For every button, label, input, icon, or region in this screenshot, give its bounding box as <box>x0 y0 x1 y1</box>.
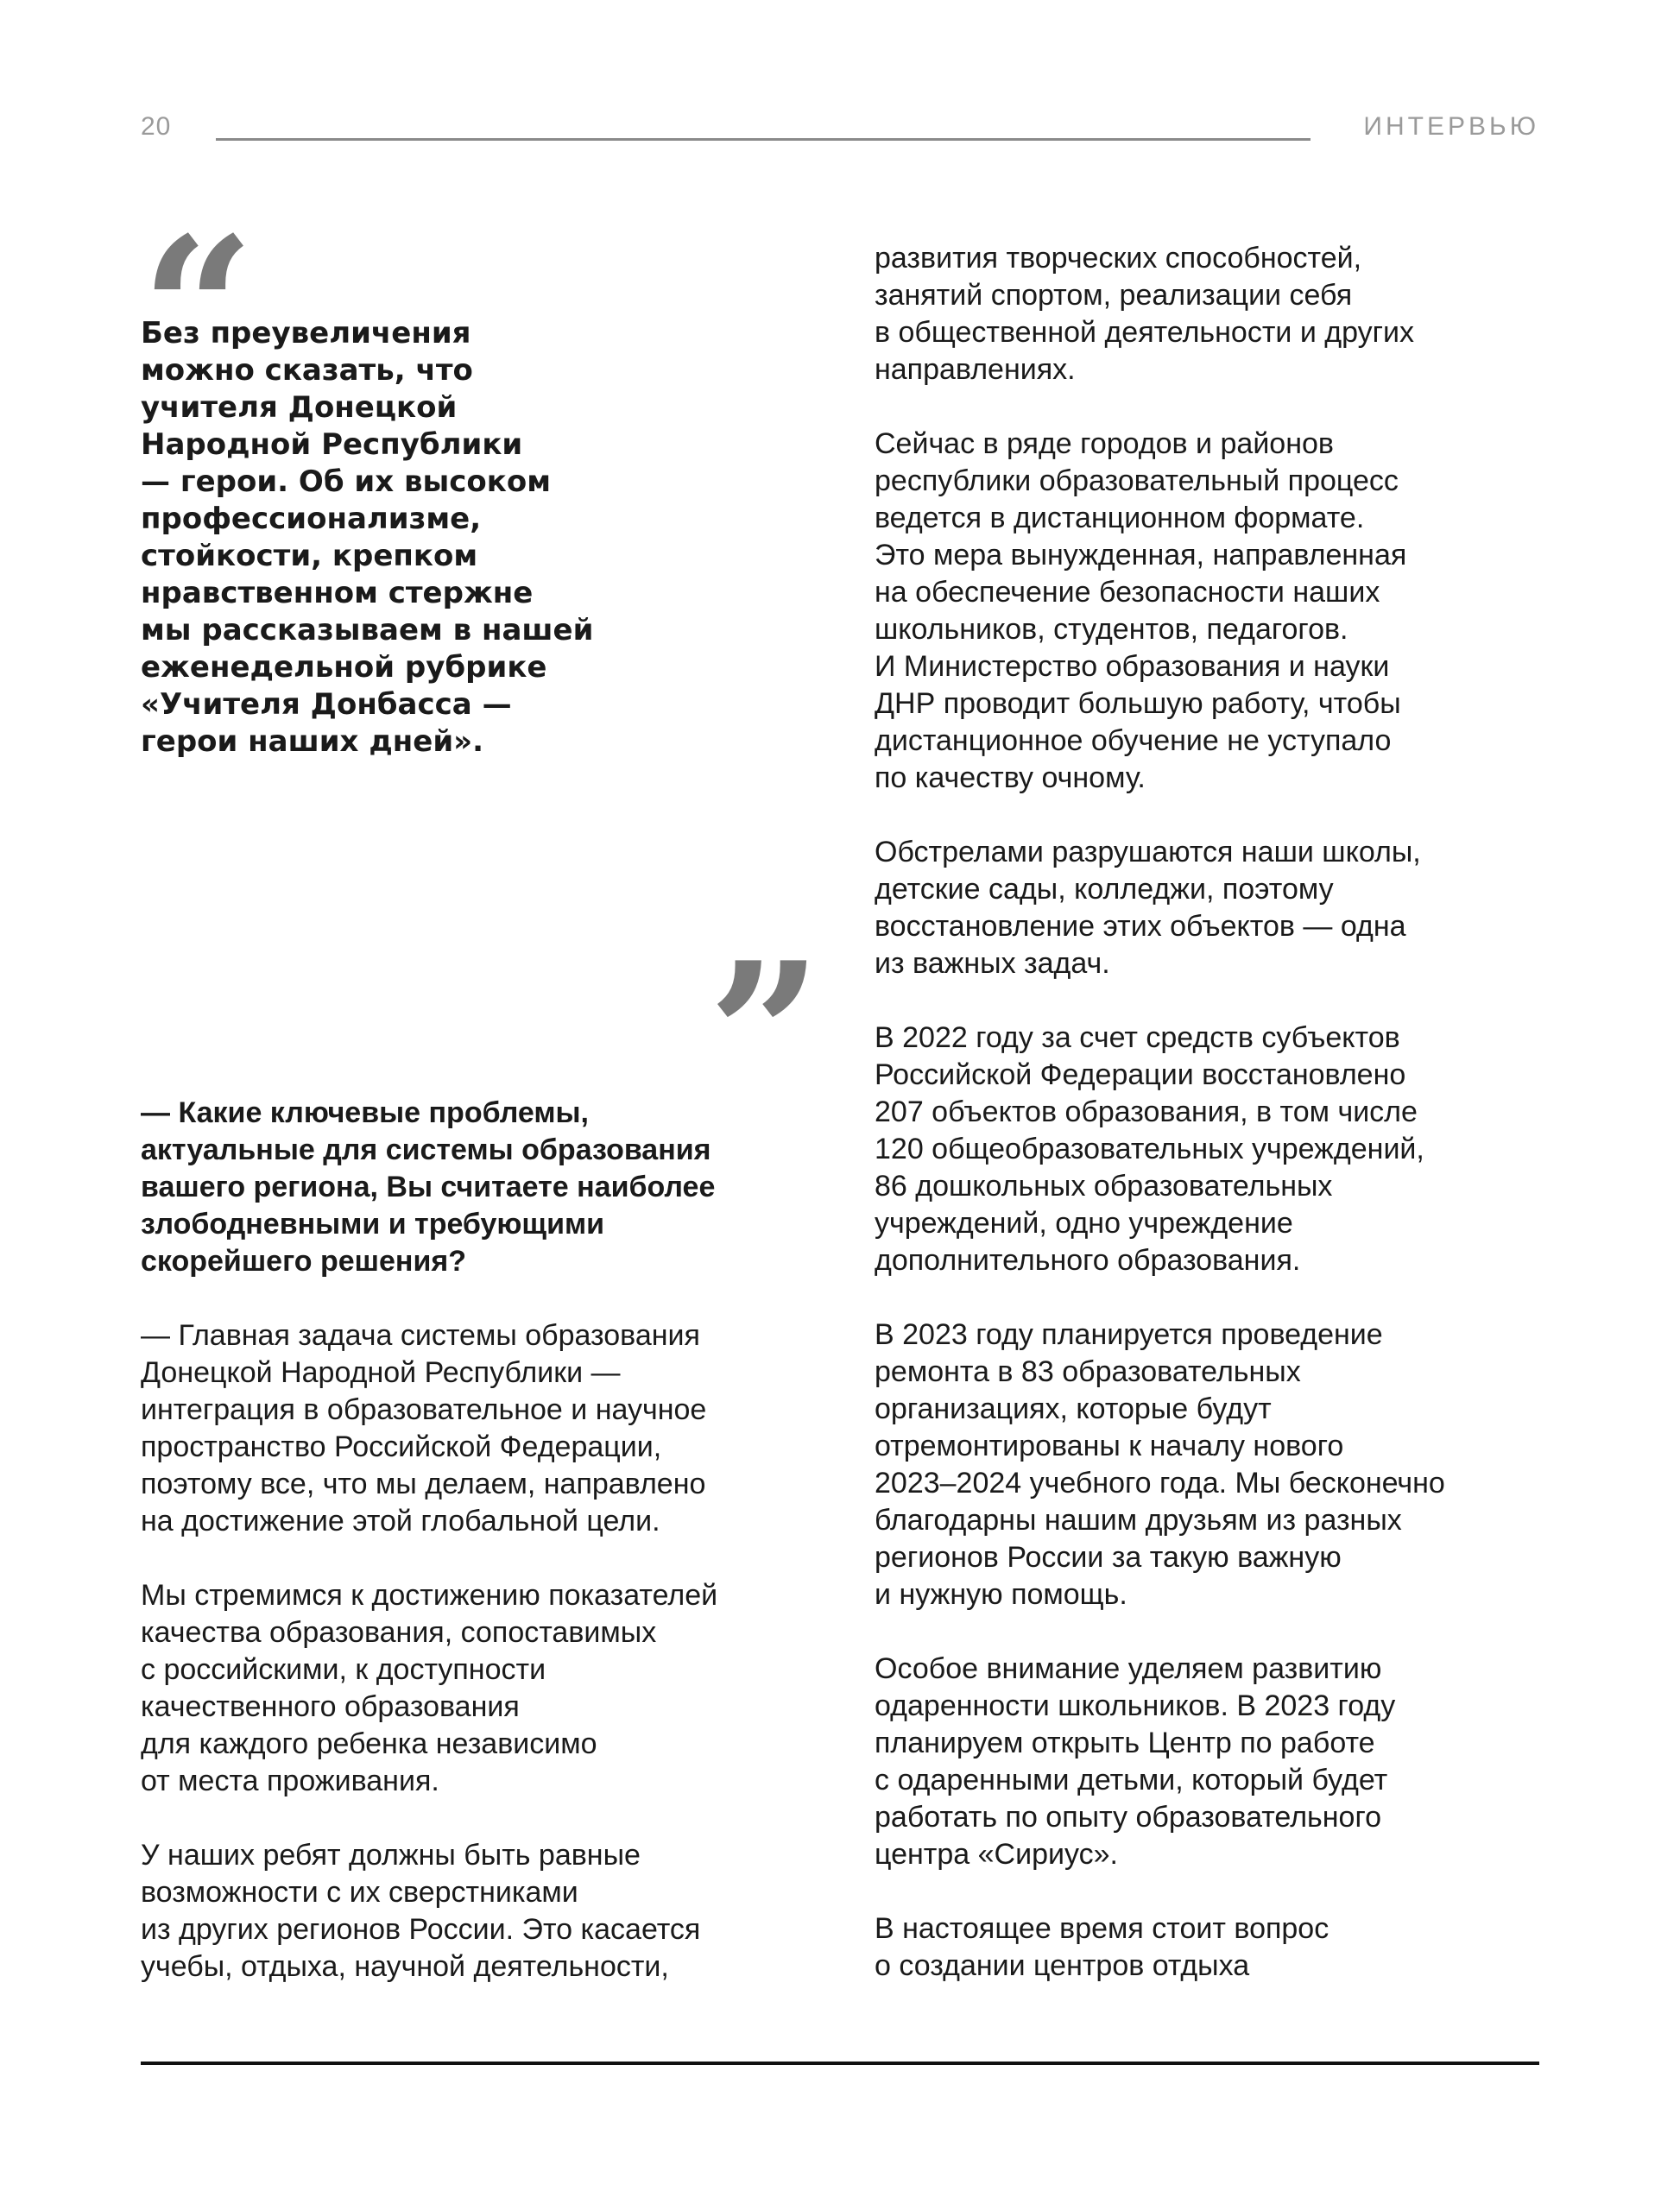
pull-quote: Без преувеличения можно сказать, что учителя Донецкой Народной Республики — герои. Об их высоком профессионализме, стойкости, крепком нравственном стержне мы рассказываем в нашей еженедельной рубрике «Учителя Донбасса — герои наших дней». <box>141 316 594 759</box>
quote-open-icon <box>141 212 255 315</box>
left-paragraph-2: Мы стремимся к достижению показателей качества образования, сопоставимых с российскими, к доступности качественного образования для каждого ребенка независимо от места проживания. <box>141 1579 718 1797</box>
right-paragraph-3: Обстрелами разрушаются наши школы, детские сады, колледжи, поэтому восстановление этих объектов — одна из важных задач. <box>875 836 1421 980</box>
left-paragraph-3: У наших ребят должны быть равные возможности с их сверстниками из других регионов России. Это касается учебы, отдыха, научной деятельности, <box>141 1839 701 1983</box>
right-column <box>875 240 1557 2022</box>
left-column <box>141 1095 823 2023</box>
header-rule <box>216 138 1311 141</box>
right-paragraph-2: Сейчас в ряде городов и районов республики образовательный процесс ведется в дистанционном формате. Это мера вынужденная, направленная на обеспечение безопасности наших школьников, студентов, педагогов. И Министерство образования и науки ДНР проводит большую работу, чтобы дистанционное обучение не уступало по качеству очному. <box>875 427 1407 794</box>
right-paragraph-1: развития творческих способностей, занятий спортом, реализации себя в общественной деятельности и других направлениях. <box>875 242 1415 386</box>
right-paragraph-6: Особое внимание уделяем развитию одаренности школьников. В 2023 году планируем открыть Центр по работе с одаренными детьми, который будет работать по опыту образовательного центра «Сириус». <box>875 1652 1396 1871</box>
interview-question: — Какие ключевые проблемы, актуальные для системы образования вашего региона, Вы считаете наиболее злободневными и требующими скорейшего решения? <box>141 1096 716 1278</box>
right-paragraph-4: В 2022 году за счет средств субъектов Российской Федерации восстановлено 207 объектов образования, в том числе 120 общеобразовательных учреждений, 86 дошкольных образовательных учреждений, одно учреждение дополнительного образования. <box>875 1021 1424 1277</box>
section-label: ИНТЕРВЬЮ <box>1363 112 1539 141</box>
right-paragraph-5: В 2023 году планируется проведение ремонта в 83 образовательных организациях, которые будут отремонтированы к началу нового 2023–2024 учебного года. Мы бесконечно благодарны нашим друзьям из разных регионов России за такую важную и нужную помощь. <box>875 1318 1445 1611</box>
footer-rule <box>141 2062 1539 2065</box>
page-number: 20 <box>141 112 172 141</box>
left-paragraph-1: — Главная задача системы образования Донецкой Народной Республики — интеграция в образовательное и научное пространство Российской Федерации, поэтому все, что мы делаем, направлено на достижение этой глобальной цели. <box>141 1319 707 1538</box>
quote-close-icon <box>708 937 822 1040</box>
right-paragraph-7: В настоящее время стоит вопрос о создании центров отдыха <box>875 1912 1329 1982</box>
